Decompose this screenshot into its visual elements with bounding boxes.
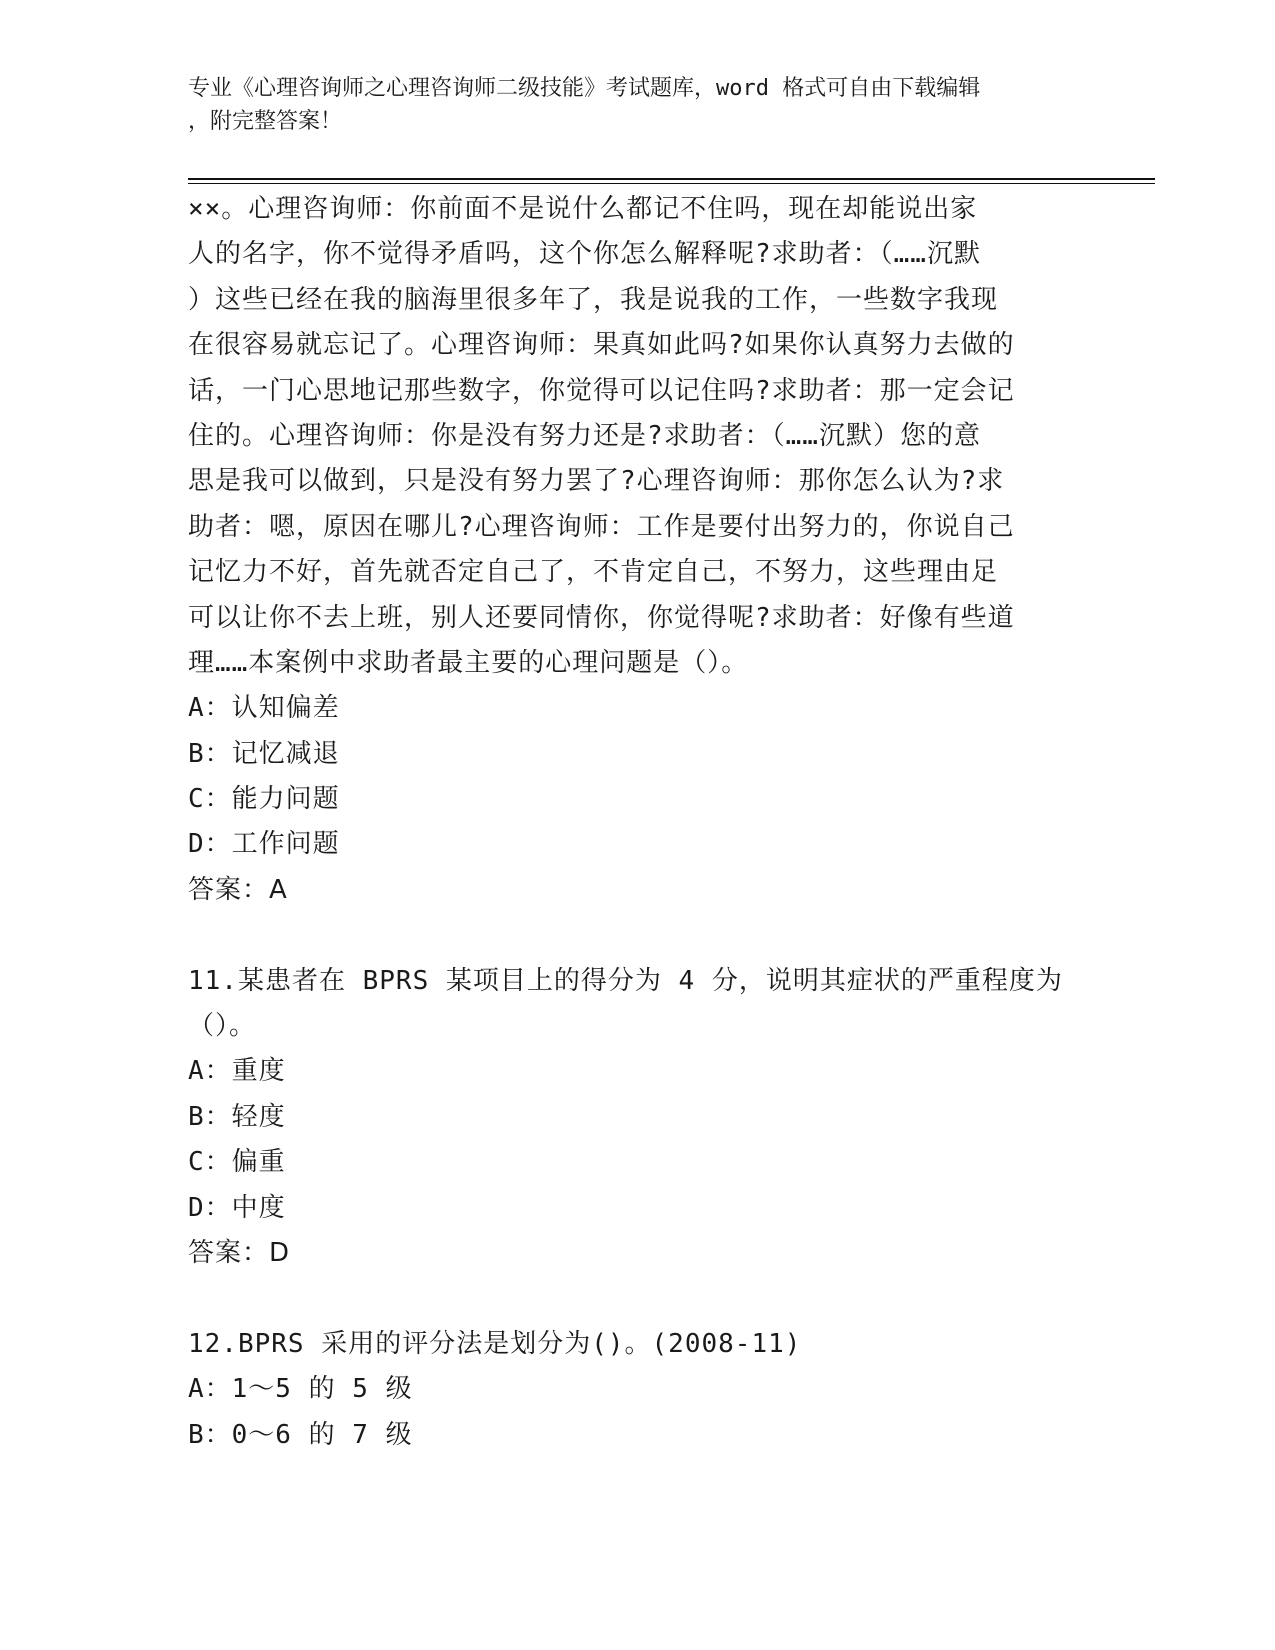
option-c: C：能力问题 bbox=[188, 784, 340, 815]
question-stem-line: 理……本案例中求助者最主要的心理问题是（）。 bbox=[188, 647, 749, 678]
question-12 bbox=[188, 1322, 1088, 1458]
header-divider bbox=[188, 178, 1155, 180]
answer-label: 答案：D bbox=[188, 1237, 291, 1268]
header-line: ，附完整答案！ bbox=[188, 109, 343, 134]
option-b: B：轻度 bbox=[188, 1101, 286, 1132]
header-line: 专业《心理咨询师之心理咨询师二级技能》考试题库，word 格式可自由下载编辑 bbox=[188, 76, 981, 101]
option-d: D：工作问题 bbox=[188, 829, 340, 860]
question-stem-line: 记忆力不好，首先就否定自己了，不肯定自己，不努力，这些理由足 bbox=[188, 557, 999, 588]
question-11 bbox=[188, 959, 1088, 1277]
option-d: D：中度 bbox=[188, 1192, 286, 1223]
header-divider-thin bbox=[188, 183, 1155, 184]
option-a: A：重度 bbox=[188, 1056, 286, 1087]
document-body bbox=[188, 187, 1088, 1458]
question-stem-line: 住的。心理咨询师：你是没有努力还是?求助者：（……沉默）您的意 bbox=[188, 420, 981, 451]
spacer bbox=[188, 1276, 1088, 1321]
question-stem-line: 12.BPRS 采用的评分法是划分为()。(2008-11) bbox=[188, 1328, 802, 1359]
option-b: B：记忆减退 bbox=[188, 738, 340, 769]
question-stem-line: 在很容易就忘记了。心理咨询师：果真如此吗?如果你认真努力去做的 bbox=[188, 330, 1015, 361]
answer-label: 答案：A bbox=[188, 874, 288, 905]
question-stem-line: 助者：嗯，原因在哪儿?心理咨询师：工作是要付出努力的，你说自己 bbox=[188, 511, 1015, 542]
question-stem-line: ××。心理咨询师：你前面不是说什么都记不住吗，现在却能说出家 bbox=[188, 194, 978, 224]
document-header bbox=[188, 72, 1088, 138]
question-stem-line: 11.某患者在 BPRS 某项目上的得分为 4 分，说明其症状的严重程度为 bbox=[188, 965, 1063, 996]
question-stem-line: 人的名字，你不觉得矛盾吗，这个你怎么解释呢?求助者：（……沉默 bbox=[188, 239, 981, 270]
question-stem-line: ）这些已经在我的脑海里很多年了，我是说我的工作，一些数字我现 bbox=[188, 284, 999, 315]
question-10 bbox=[188, 187, 1088, 913]
option-b: B：0～6 的 7 级 bbox=[188, 1419, 413, 1450]
question-stem-line: （）。 bbox=[188, 1011, 257, 1042]
option-a: A：1～5 的 5 级 bbox=[188, 1374, 413, 1405]
option-c: C：偏重 bbox=[188, 1147, 286, 1178]
question-stem-line: 思是我可以做到，只是没有努力罢了?心理咨询师：那你怎么认为?求 bbox=[188, 466, 1005, 497]
spacer bbox=[188, 913, 1088, 958]
question-stem-line: 可以让你不去上班，别人还要同情你，你觉得呢?求助者：好像有些道 bbox=[188, 602, 1015, 633]
option-a: A：认知偏差 bbox=[188, 693, 340, 724]
question-stem-line: 话，一门心思地记那些数字，你觉得可以记住吗?求助者：那一定会记 bbox=[188, 375, 1015, 406]
